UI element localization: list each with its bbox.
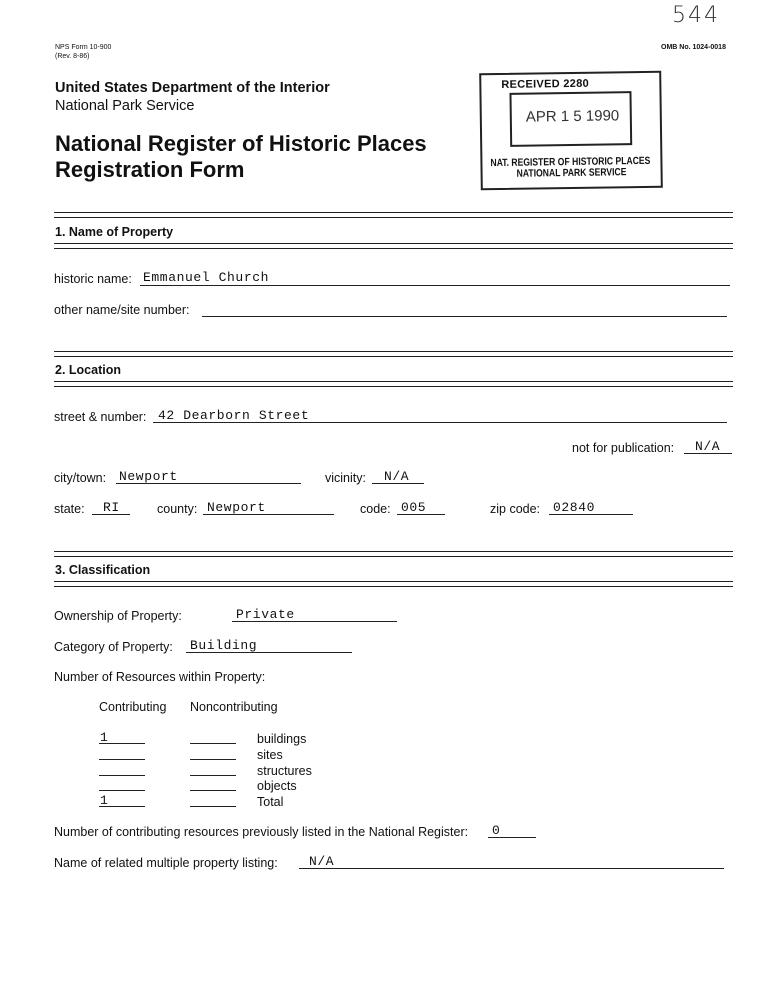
multiple-listing-label: Name of related multiple property listing:	[54, 856, 278, 870]
received-stamp	[479, 71, 663, 191]
section3-title: 3. Classification	[55, 563, 151, 577]
state-label: state:	[54, 502, 85, 516]
contributing-value[interactable]: 1	[100, 730, 109, 745]
noncontributing-line	[190, 790, 236, 791]
county-value[interactable]: Newport	[207, 500, 266, 515]
contributing-line	[99, 775, 145, 776]
section1-top-rule	[54, 212, 733, 218]
form-revision: (Rev. 8-86)	[55, 53, 90, 60]
historic-name-label: historic name:	[54, 272, 132, 286]
resource-row-label: structures	[257, 764, 312, 778]
contributing-line	[99, 790, 145, 791]
state-value[interactable]: RI	[103, 500, 120, 515]
form-title-line1: National Register of Historic Places	[55, 131, 427, 156]
category-label: Category of Property:	[54, 640, 173, 654]
code-value[interactable]: 005	[401, 500, 427, 515]
service-name: National Park Service	[55, 98, 195, 114]
stamp-date-box	[509, 91, 632, 147]
stamp-date: APR 1 5 1990	[525, 107, 620, 126]
resource-row-label: Total	[257, 795, 284, 809]
section2-top-rule	[54, 351, 733, 357]
noncontributing-line	[190, 775, 236, 776]
not-for-publication-label: not for publication:	[572, 441, 675, 455]
ownership-label: Ownership of Property:	[54, 609, 182, 623]
previously-listed-label: Number of contributing resources previously listed in the National Register:	[54, 825, 469, 839]
section2-title: 2. Location	[55, 363, 121, 377]
county-label: county:	[157, 502, 198, 516]
contributing-line	[99, 759, 145, 760]
ownership-value[interactable]: Private	[236, 607, 295, 622]
noncontributing-line	[190, 743, 236, 744]
historic-name-line	[140, 285, 730, 286]
department-name: United States Department of the Interior	[55, 80, 330, 96]
city-label: city/town:	[54, 471, 107, 485]
historic-name-value[interactable]: Emmanuel Church	[143, 270, 270, 285]
multiple-listing-value[interactable]: N/A	[309, 854, 335, 869]
section2-bottom-rule	[54, 381, 733, 387]
section1-title: 1. Name of Property	[55, 225, 174, 239]
other-name-line	[202, 316, 727, 317]
code-label: code:	[360, 502, 391, 516]
stamp-line1: NAT. REGISTER OF HISTORIC PLACES	[490, 154, 651, 170]
contributing-value[interactable]: 1	[100, 793, 109, 808]
stamp-line2: NATIONAL PARK SERVICE	[516, 166, 627, 180]
section3-bottom-rule	[54, 581, 733, 587]
other-name-label: other name/site number:	[54, 303, 190, 317]
stamp-received: RECEIVED 2280	[501, 77, 590, 91]
resource-row-label: buildings	[257, 732, 307, 746]
category-value[interactable]: Building	[190, 638, 258, 653]
multiple-listing-line	[299, 868, 724, 869]
omb-number: OMB No. 1024-0018	[661, 44, 726, 51]
street-label: street & number:	[54, 410, 147, 424]
section1-bottom-rule	[54, 243, 733, 249]
city-value[interactable]: Newport	[119, 469, 178, 484]
resource-row-label: objects	[257, 779, 297, 793]
contributing-header: Contributing	[99, 700, 167, 714]
street-value[interactable]: 42 Dearborn Street	[158, 408, 310, 423]
vicinity-label: vicinity:	[325, 471, 366, 485]
form-title-line2: Registration Form	[55, 157, 245, 182]
handwritten-number: 544	[672, 3, 720, 28]
resource-row-label: sites	[257, 748, 283, 762]
noncontributing-line	[190, 759, 236, 760]
section3-top-rule	[54, 551, 733, 557]
vicinity-value[interactable]: N/A	[384, 469, 410, 484]
previously-listed-value[interactable]: 0	[492, 823, 501, 838]
not-for-publication-value[interactable]: N/A	[695, 439, 721, 454]
noncontributing-line	[190, 806, 236, 807]
zip-value[interactable]: 02840	[553, 500, 596, 515]
resources-label: Number of Resources within Property:	[54, 670, 266, 684]
zip-label: zip code:	[490, 502, 541, 516]
noncontributing-header: Noncontributing	[190, 700, 278, 714]
form-number: NPS Form 10-900	[55, 44, 112, 51]
